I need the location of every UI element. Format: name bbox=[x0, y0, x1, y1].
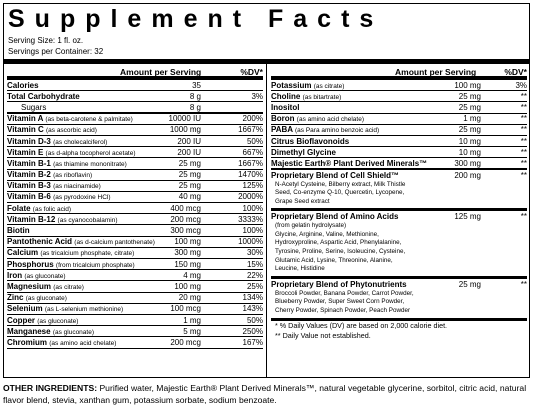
nutrient-source-note: (as pyrodoxine HCl) bbox=[53, 194, 111, 202]
nutrient-name-text: Majestic Earth® Plant Derived Minerals™ bbox=[271, 158, 428, 168]
nutrient-name bbox=[7, 160, 127, 169]
nutrient-dv: 250% bbox=[242, 326, 263, 336]
nutrient-row bbox=[7, 136, 263, 147]
footnote: * % Daily Values (DV) are based on 2,000 calorie diet. bbox=[275, 320, 448, 330]
nutrient-row bbox=[7, 248, 263, 259]
nutrient-name bbox=[7, 227, 30, 235]
nutrient-row bbox=[7, 270, 263, 281]
nutrient-name bbox=[7, 283, 84, 292]
nutrient-name-text: Copper bbox=[7, 315, 35, 325]
nutrient-source-note: (as gluconate) bbox=[52, 328, 95, 336]
nutrient-source-note: (as folic acid) bbox=[32, 205, 72, 213]
nutrient-name bbox=[271, 149, 336, 157]
nutrient-name bbox=[7, 82, 39, 90]
nutrient-amount: 5 mg bbox=[183, 326, 201, 336]
nutrient-name bbox=[7, 93, 80, 101]
nutrient-row bbox=[7, 337, 263, 348]
nutrient-source-note: (as amino acid chelate) bbox=[296, 116, 364, 124]
nutrient-row bbox=[271, 80, 527, 91]
blend-ingredients-line: (from gelatin hydrolysate) bbox=[275, 222, 347, 230]
nutrient-dv: ** bbox=[520, 114, 527, 124]
nutrient-name-text: PABA bbox=[271, 125, 293, 135]
nutrient-amount: 25 mg bbox=[178, 181, 201, 191]
blend-dv: ** bbox=[520, 170, 527, 180]
blend-dv: ** bbox=[520, 279, 527, 289]
right-column-header bbox=[271, 66, 527, 80]
blend-ingredients-line: Glutamic Acid, Lysine, Threonine, Alanine, bbox=[275, 256, 393, 264]
nutrient-row bbox=[271, 91, 527, 102]
nutrient-source-note: (as Para amino benzoic acid) bbox=[295, 127, 380, 135]
blend-amount: 25 mg bbox=[458, 279, 481, 289]
column-divider bbox=[266, 62, 267, 378]
blend-ingredients-line: Hydroxyproline, Aspartic Acid, Phenylalanine, bbox=[275, 239, 402, 247]
nutrient-row bbox=[271, 147, 527, 158]
nutrient-amount: 200 mcg bbox=[170, 337, 201, 347]
nutrient-row bbox=[7, 315, 263, 326]
nutrient-name bbox=[271, 104, 299, 112]
nutrient-name-text: Vitamin B-2 bbox=[7, 170, 51, 180]
nutrient-row bbox=[271, 125, 527, 136]
nutrient-name bbox=[271, 160, 427, 168]
nutrient-amount: 4 mg bbox=[183, 270, 201, 280]
blend-ingredients-line: Leucine, Histidine bbox=[275, 265, 325, 273]
nutrient-dv: 100% bbox=[242, 203, 263, 213]
nutrient-name-text: Vitamin B-3 bbox=[7, 181, 51, 191]
nutrient-name bbox=[21, 104, 46, 112]
proprietary-blend bbox=[271, 170, 527, 212]
nutrient-source-note: (as gluconate) bbox=[37, 317, 79, 325]
nutrient-amount: 10 mg bbox=[458, 136, 481, 146]
left-nutrient-list bbox=[7, 80, 263, 349]
nutrient-dv: 1667% bbox=[238, 125, 263, 135]
nutrient-source-note: (as ascorbic acid) bbox=[45, 127, 97, 135]
blend-ingredients-line: Glycine, Arginine, Valine, Methionine, bbox=[275, 230, 379, 238]
nutrient-source-note: (as cyanocobalamin) bbox=[57, 216, 118, 224]
blend-ingredients-line: Blueberry Powder, Super Sweet Corn Powder, bbox=[275, 298, 405, 306]
nutrient-amount: 8 g bbox=[189, 102, 201, 112]
nutrient-name bbox=[7, 317, 78, 326]
nutrient-amount: 100 mg bbox=[174, 281, 201, 291]
nutrient-name bbox=[7, 294, 67, 303]
nutrient-source-note: (as d-calcium pantothenate) bbox=[74, 239, 155, 247]
nutrient-row bbox=[271, 158, 527, 169]
nutrient-row bbox=[7, 326, 263, 337]
nutrient-amount: 1000 mg bbox=[169, 125, 201, 135]
nutrient-dv: 3% bbox=[515, 80, 527, 90]
proprietary-blends bbox=[271, 170, 527, 321]
nutrient-row bbox=[271, 102, 527, 113]
blend-amount: 125 mg bbox=[454, 212, 481, 222]
nutrient-dv: 30% bbox=[246, 248, 263, 258]
nutrient-name-text: Inositol bbox=[271, 102, 300, 112]
nutrient-dv: 100% bbox=[242, 226, 263, 236]
nutrient-name-text: Vitamin C bbox=[7, 125, 44, 135]
nutrient-name bbox=[7, 272, 66, 281]
nutrient-source-note: (as bitartrate) bbox=[302, 93, 342, 101]
nutrient-name-text: Citrus Bioflavonoids bbox=[271, 136, 350, 146]
nutrient-name-text: Sugars bbox=[21, 102, 47, 112]
nutrient-amount: 35 bbox=[192, 80, 201, 90]
nutrient-name-text: Biotin bbox=[7, 226, 30, 236]
nutrient-source-note: (as gluconate) bbox=[25, 295, 67, 303]
nutrient-dv: 1000% bbox=[238, 237, 263, 247]
serving-size: Serving Size: 1 fl. oz. bbox=[8, 36, 84, 45]
dv-header: %DV* bbox=[504, 67, 527, 77]
blend-title: Proprietary Blend of Cell Shield™ bbox=[271, 170, 400, 180]
blend-ingredients-line: Seed, Co-enzyme Q-10, Quercetin, Lycopene, bbox=[275, 189, 405, 197]
nutrient-dv: ** bbox=[520, 158, 527, 168]
nutrient-name bbox=[7, 193, 111, 202]
amount-header: Amount per Serving bbox=[395, 67, 477, 77]
nutrient-name bbox=[7, 171, 92, 180]
nutrient-row bbox=[271, 114, 527, 125]
nutrient-name bbox=[7, 149, 136, 158]
nutrient-source-note: (from tricalcium phosphate) bbox=[55, 261, 135, 269]
nutrient-name bbox=[7, 339, 116, 348]
nutrient-name bbox=[7, 182, 101, 191]
nutrient-dv: 50% bbox=[246, 315, 263, 325]
nutrient-amount: 300 mcg bbox=[170, 226, 201, 236]
blend-ingredients-line: Grape Seed extract bbox=[275, 197, 330, 205]
nutrient-row bbox=[7, 225, 263, 236]
nutrient-amount: 200 mcg bbox=[170, 214, 201, 224]
nutrient-name bbox=[7, 238, 155, 247]
nutrient-name-text: Pantothenic Acid bbox=[7, 237, 73, 247]
nutrient-amount: 40 mg bbox=[178, 192, 201, 202]
nutrient-name-text: Manganese bbox=[7, 326, 51, 336]
blend-ingredients-line: N-Acetyl Cysteine, Bilberry extract, Milk Thistle bbox=[275, 180, 406, 188]
nutrient-amount: 100 mcg bbox=[170, 304, 201, 314]
panel-title: Supplement Facts bbox=[8, 6, 384, 32]
nutrient-row bbox=[7, 102, 263, 113]
nutrient-row bbox=[7, 114, 263, 125]
other-ingredients-label: OTHER INGREDIENTS: bbox=[3, 383, 98, 393]
nutrient-amount: 10000 IU bbox=[168, 114, 201, 124]
nutrient-row bbox=[7, 192, 263, 203]
nutrient-dv: ** bbox=[520, 91, 527, 101]
nutrient-name-text: Vitamin B-12 bbox=[7, 214, 56, 224]
nutrient-row bbox=[7, 125, 263, 136]
dv-header: %DV* bbox=[240, 67, 263, 77]
nutrient-row bbox=[7, 203, 263, 214]
nutrient-source-note: (as cholecalciferol) bbox=[53, 138, 108, 146]
footnotes bbox=[271, 321, 527, 341]
nutrient-name-text: Phosphorus bbox=[7, 259, 54, 269]
nutrient-row bbox=[7, 170, 263, 181]
right-nutrient-list bbox=[271, 80, 527, 170]
nutrient-name bbox=[7, 305, 123, 314]
nutrient-row bbox=[7, 158, 263, 169]
nutrient-dv: ** bbox=[520, 136, 527, 146]
nutrient-name bbox=[7, 205, 71, 214]
nutrient-name bbox=[271, 115, 364, 124]
nutrient-dv: 3% bbox=[251, 91, 263, 101]
nutrient-dv: 2000% bbox=[238, 192, 263, 202]
amount-header: Amount per Serving bbox=[120, 67, 202, 77]
nutrient-name bbox=[7, 115, 133, 124]
nutrient-row bbox=[271, 136, 527, 147]
nutrient-name bbox=[271, 138, 349, 146]
nutrient-source-note: (as d-alpha tocopherol acetate) bbox=[45, 149, 136, 157]
serving-info bbox=[8, 35, 103, 57]
nutrient-dv: 22% bbox=[246, 270, 263, 280]
nutrient-name-text: Potassium bbox=[271, 80, 312, 90]
nutrient-name bbox=[7, 328, 94, 337]
nutrient-source-note: (as beta-carotene & palmitate) bbox=[45, 116, 133, 124]
nutrient-dv: 3333% bbox=[238, 214, 263, 224]
nutrient-amount: 25 mg bbox=[458, 91, 481, 101]
nutrient-name bbox=[7, 138, 107, 147]
nutrient-row bbox=[7, 237, 263, 248]
nutrient-name bbox=[7, 249, 134, 258]
footnote: ** Daily Value not established. bbox=[275, 330, 371, 340]
nutrient-row bbox=[7, 181, 263, 192]
nutrient-source-note: (as citrate) bbox=[313, 82, 345, 90]
nutrient-source-note: (as citrate) bbox=[53, 283, 84, 291]
nutrient-dv: 1470% bbox=[238, 170, 263, 180]
blend-dv: ** bbox=[520, 212, 527, 222]
nutrient-dv: 667% bbox=[242, 147, 263, 157]
nutrient-row bbox=[7, 80, 263, 91]
nutrient-name-text: Iron bbox=[7, 270, 23, 280]
nutrient-name-text: Choline bbox=[271, 91, 301, 101]
nutrient-name-text: Dimethyl Glycine bbox=[271, 147, 336, 157]
nutrient-amount: 150 mg bbox=[174, 259, 201, 269]
nutrient-amount: 10 mg bbox=[458, 147, 481, 157]
nutrient-row bbox=[7, 293, 263, 304]
nutrient-name bbox=[271, 126, 379, 135]
left-column-header bbox=[7, 66, 263, 80]
nutrient-name bbox=[271, 93, 341, 102]
nutrient-name-text: Total Carbohydrate bbox=[7, 91, 80, 101]
nutrient-source-note: (as gluconate) bbox=[24, 272, 66, 280]
nutrient-amount: 300 mg bbox=[454, 158, 481, 168]
nutrient-name-text: Vitamin B-6 bbox=[7, 192, 51, 202]
nutrient-amount: 400 mcg bbox=[170, 203, 201, 213]
nutrient-dv: 167% bbox=[242, 337, 263, 347]
nutrient-name-text: Vitamin E bbox=[7, 147, 44, 157]
blend-title: Proprietary Blend of Phytonutrients bbox=[271, 279, 407, 289]
nutrient-name bbox=[7, 216, 118, 225]
nutrient-amount: 200 IU bbox=[177, 136, 201, 146]
nutrient-name-text: Magnesium bbox=[7, 281, 52, 291]
right-column bbox=[271, 66, 527, 341]
nutrient-row bbox=[7, 147, 263, 158]
nutrient-name-text: Folate bbox=[7, 203, 31, 213]
nutrient-dv: 50% bbox=[246, 136, 263, 146]
nutrient-row bbox=[7, 259, 263, 270]
nutrient-source-note: (as tricalcium phosphate, citrate) bbox=[40, 250, 135, 258]
nutrient-source-note: (as riboflavin) bbox=[53, 172, 93, 180]
nutrient-amount: 25 mg bbox=[178, 158, 201, 168]
blend-title: Proprietary Blend of Amino Acids bbox=[271, 212, 399, 222]
nutrient-dv: 125% bbox=[242, 181, 263, 191]
nutrient-name-text: Selenium bbox=[7, 304, 43, 314]
nutrient-name-text: Calories bbox=[7, 80, 39, 90]
nutrient-row bbox=[7, 91, 263, 102]
nutrient-amount: 20 mg bbox=[178, 293, 201, 303]
nutrient-name-text: Zinc bbox=[7, 293, 24, 303]
nutrient-dv: 15% bbox=[246, 259, 263, 269]
nutrient-amount: 1 mg bbox=[463, 114, 481, 124]
supplement-facts-panel bbox=[3, 3, 530, 378]
proprietary-blend bbox=[271, 279, 527, 321]
nutrient-name-text: Vitamin D-3 bbox=[7, 136, 51, 146]
nutrient-amount: 8 g bbox=[189, 91, 201, 101]
nutrient-dv: 143% bbox=[242, 304, 263, 314]
nutrient-dv: ** bbox=[520, 125, 527, 135]
blend-ingredients-line: Broccoli Powder, Banana Powder, Carrot Powder, bbox=[275, 289, 414, 297]
nutrient-row bbox=[7, 214, 263, 225]
servings-per-container: Servings per Container: 32 bbox=[8, 47, 104, 56]
nutrient-source-note: (as thiamine mononitrate) bbox=[53, 160, 127, 168]
nutrient-amount: 25 mg bbox=[458, 125, 481, 135]
nutrient-source-note: (as amino acid chelate) bbox=[49, 339, 117, 347]
nutrient-dv: 25% bbox=[246, 281, 263, 291]
nutrient-name bbox=[7, 261, 135, 270]
nutrient-source-note: (as niacinamide) bbox=[53, 183, 101, 191]
nutrient-amount: 25 mg bbox=[178, 170, 201, 180]
nutrient-dv: 134% bbox=[242, 293, 263, 303]
other-ingredients bbox=[3, 382, 531, 406]
nutrient-amount: 300 mg bbox=[174, 248, 201, 258]
left-column bbox=[7, 66, 263, 349]
nutrient-amount: 25 mg bbox=[458, 102, 481, 112]
nutrient-dv: 200% bbox=[242, 114, 263, 124]
nutrient-name bbox=[7, 126, 97, 135]
nutrient-name bbox=[271, 82, 344, 91]
nutrient-name-text: Vitamin A bbox=[7, 114, 44, 124]
nutrient-row bbox=[7, 304, 263, 315]
blend-amount: 200 mg bbox=[454, 170, 481, 180]
nutrient-row bbox=[7, 281, 263, 292]
nutrient-amount: 100 mg bbox=[454, 80, 481, 90]
blend-ingredients-line: Cherry Powder, Spinach Powder, Peach Powder bbox=[275, 307, 411, 315]
other-ingredients-text: Purified water, Majestic Earth® Plant Derived Minerals™, natural vegetable glycerine, sorbitol, citric acid, natural flavor blend, stevia, xanthan gum, potassium sorbate, sodium benzoate. bbox=[3, 383, 527, 405]
blend-ingredients-line: Tyrosine, Proline, Serine, Isoleucine, Cysteine, bbox=[275, 248, 406, 256]
nutrient-name-text: Chromium bbox=[7, 337, 47, 347]
nutrient-dv: 1667% bbox=[238, 158, 263, 168]
nutrient-dv: ** bbox=[520, 147, 527, 157]
nutrient-name-text: Vitamin B-1 bbox=[7, 158, 51, 168]
nutrient-amount: 100 mg bbox=[174, 237, 201, 247]
nutrient-dv: ** bbox=[520, 102, 527, 112]
nutrient-amount: 1 mg bbox=[183, 315, 201, 325]
nutrient-source-note: (as L-selenium methionine) bbox=[44, 306, 124, 314]
nutrient-name-text: Boron bbox=[271, 114, 295, 124]
nutrient-name-text: Calcium bbox=[7, 248, 39, 258]
proprietary-blend bbox=[271, 211, 527, 279]
nutrient-amount: 200 IU bbox=[177, 147, 201, 157]
